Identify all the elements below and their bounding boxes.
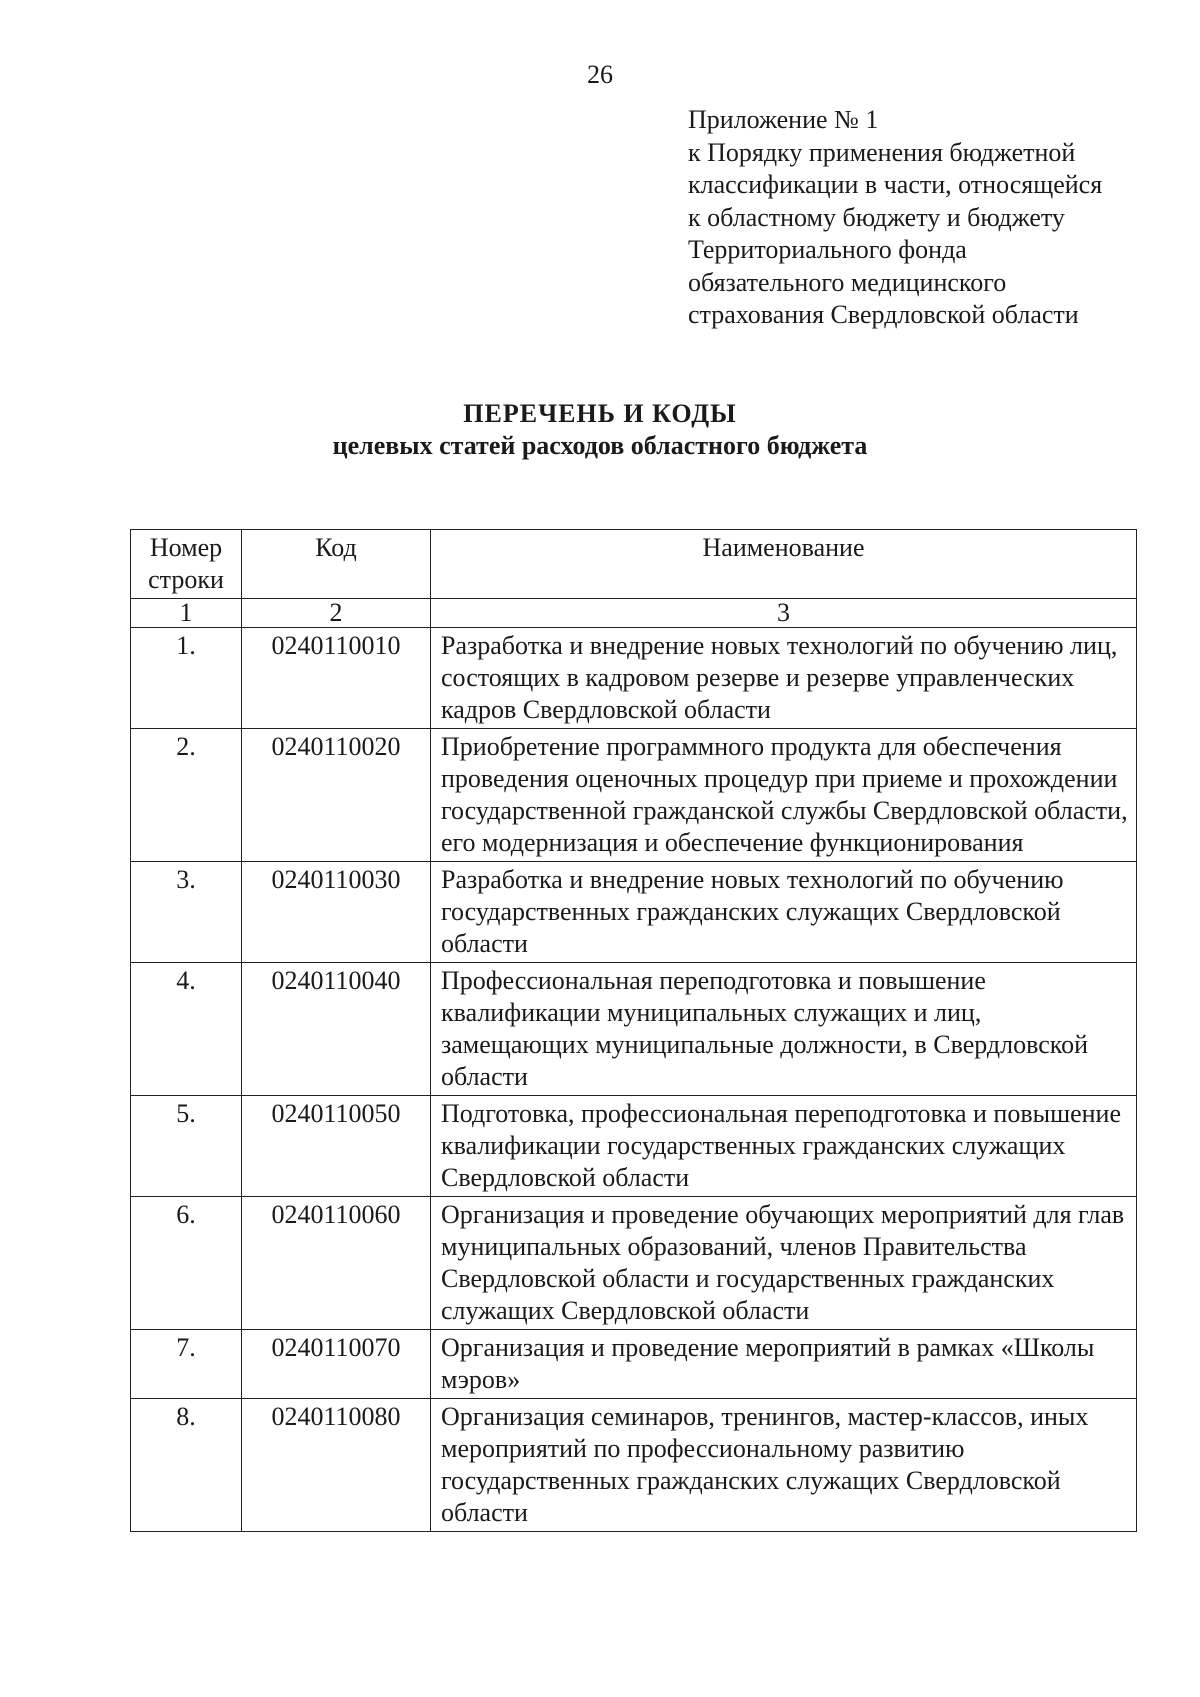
document-title	[0, 398, 1200, 462]
appendix-line: Территориального фонда	[688, 235, 967, 264]
row-name: Приобретение программного продукта для обеспечения проведения оценочных процедур при приеме и прохождении государственной гражданской службы Свердловской области, его модернизация и обеспечение функционирования	[431, 729, 1137, 862]
row-name: Организация семинаров, тренингов, мастер-классов, иных мероприятий по профессиональному развитию государственных гражданских служащих Свердловской области	[431, 1399, 1137, 1532]
table-row	[131, 729, 1137, 862]
row-name: Организация и проведение мероприятий в рамках «Школы мэров»	[431, 1330, 1137, 1399]
row-number: 4.	[131, 963, 242, 1096]
row-number: 7.	[131, 1330, 242, 1399]
title-line-1: ПЕРЕЧЕНЬ И КОДЫ	[463, 399, 737, 428]
page-number: 26	[587, 60, 613, 89]
table-row	[131, 1096, 1137, 1197]
table-row	[131, 1399, 1137, 1532]
table-row	[131, 963, 1137, 1096]
appendix-line: к областному бюджету и бюджету	[688, 202, 1065, 232]
table-row	[131, 1197, 1137, 1330]
row-name: Разработка и внедрение новых технологий по обучению лиц, состоящих в кадровом резерве и резерве управленческих кадров Свердловской области	[431, 628, 1137, 729]
row-code: 0240110020	[242, 729, 431, 862]
table-row	[131, 628, 1137, 729]
row-number: 5.	[131, 1096, 242, 1197]
row-code: 0240110030	[242, 862, 431, 963]
row-code: 0240110060	[242, 1197, 431, 1330]
row-number: 2.	[131, 729, 242, 862]
row-code: 0240110080	[242, 1399, 431, 1532]
table-row	[131, 1330, 1137, 1399]
row-name: Организация и проведение обучающих мероприятий для глав муниципальных образований, членов Правительства Свердловской области и государственных гражданских служащих Свердловской области	[431, 1197, 1137, 1330]
header-number: Номер строки	[131, 530, 242, 599]
header-code: Код	[242, 530, 431, 599]
appendix-reference	[688, 104, 1178, 332]
appendix-line: обязательного медицинского	[688, 267, 1007, 297]
row-code: 0240110050	[242, 1096, 431, 1197]
row-code: 0240110070	[242, 1330, 431, 1399]
row-number: 6.	[131, 1197, 242, 1330]
row-name: Разработка и внедрение новых технологий по обучению государственных гражданских служащих Свердловской области	[431, 862, 1137, 963]
appendix-line: Приложение № 1	[688, 105, 879, 134]
appendix-line: классификации в части, относящейся	[688, 170, 1103, 199]
row-name: Подготовка, профессиональная переподготовка и повышение квалификации государственных гражданских служащих Свердловской области	[431, 1096, 1137, 1197]
row-number: 1.	[131, 628, 242, 729]
column-number-row	[131, 599, 1137, 628]
header-row	[131, 530, 1137, 599]
appendix-line: страхования Свердловской области	[688, 300, 1079, 329]
row-code: 0240110010	[242, 628, 431, 729]
column-number: 3	[431, 599, 1137, 628]
row-number: 8.	[131, 1399, 242, 1532]
target-items-table	[130, 529, 1137, 1532]
row-number: 3.	[131, 862, 242, 963]
header-name: Наименование	[431, 530, 1137, 599]
appendix-line: к Порядку применения бюджетной	[688, 137, 1076, 167]
row-name: Профессиональная переподготовка и повышение квалификации муниципальных служащих и лиц, замещающих муниципальные должности, в Свердловской области	[431, 963, 1137, 1096]
column-number: 2	[242, 599, 431, 628]
table-row	[131, 862, 1137, 963]
row-code: 0240110040	[242, 963, 431, 1096]
title-line-2: целевых статей расходов областного бюджета	[332, 431, 868, 460]
column-number: 1	[131, 599, 242, 628]
